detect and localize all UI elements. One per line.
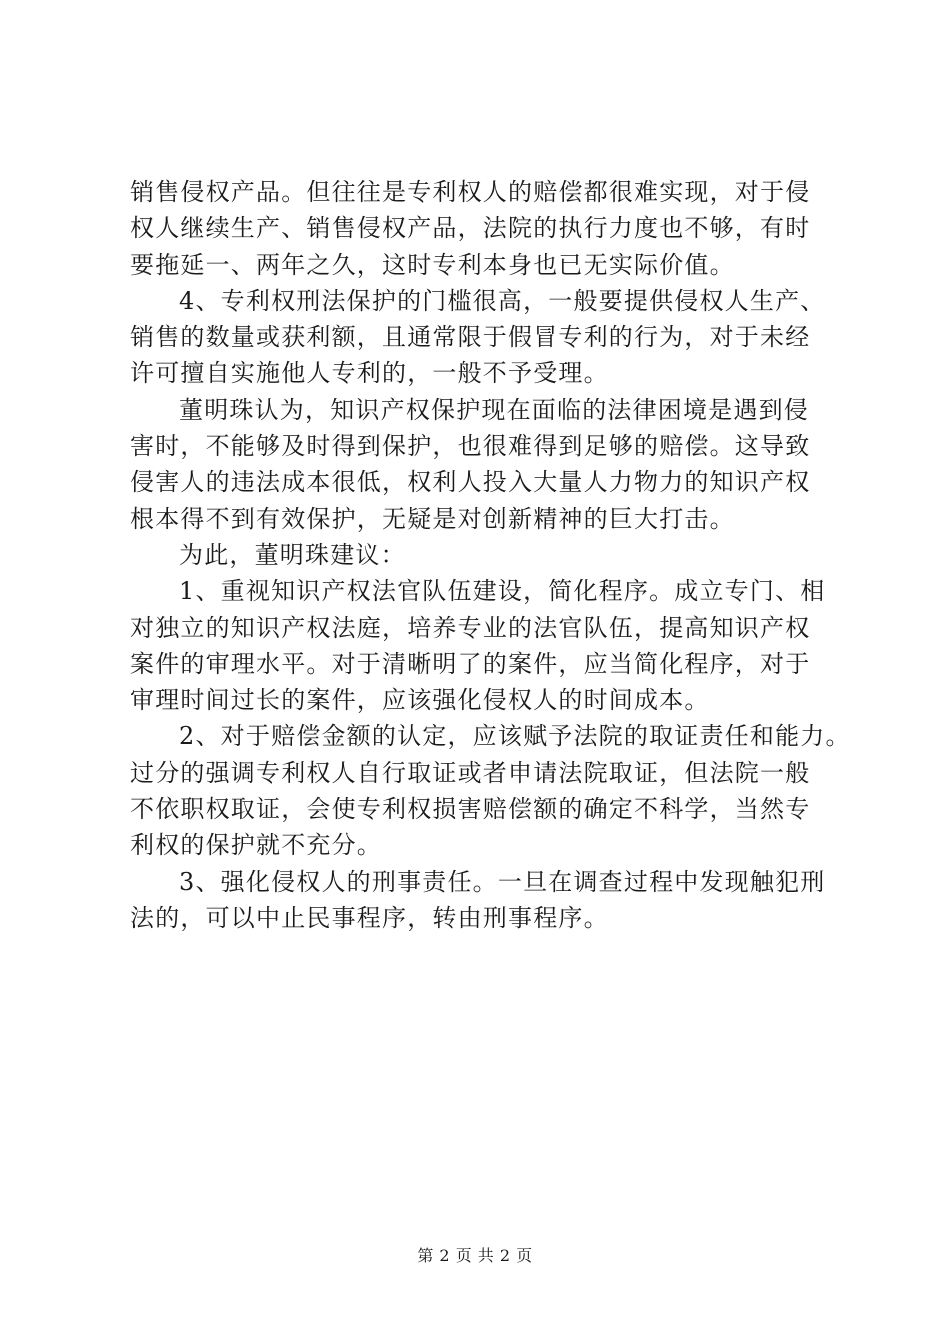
text-line: 利权的保护就不充分。 <box>130 831 382 860</box>
text-line: 销售的数量或获利额，且通常限于假冒专利的行为，对于未经 <box>130 323 811 352</box>
text-line: 审理时间过长的案件，应该强化侵权人的时间成本。 <box>130 686 710 715</box>
text-line: 4、专利权刑法保护的门槛很高，一般要提供侵权人生产、 <box>179 286 826 315</box>
text-line: 根本得不到有效保护，无疑是对创新精神的巨大打击。 <box>130 504 735 533</box>
text-line: 过分的强调专利权人自行取证或者申请法院取证，但法院一般 <box>130 758 811 787</box>
text-line: 2、对于赔偿金额的认定，应该赋予法院的取证责任和能力。 <box>179 722 851 751</box>
text-line: 不依职权取证，会使专利权损害赔偿额的确定不科学，当然专 <box>130 795 811 824</box>
text-line: 董明珠认为，知识产权保护现在面临的法律困境是遇到侵 <box>179 395 809 424</box>
text-line: 要拖延一、两年之久，这时专利本身也已无实际价值。 <box>130 250 735 279</box>
text-line: 权人继续生产、销售侵权产品，法院的执行力度也不够，有时 <box>130 214 811 243</box>
text-line: 侵害人的违法成本很低，权利人投入大量人力物力的知识产权 <box>130 468 811 497</box>
text-line: 3、强化侵权人的刑事责任。一旦在调查过程中发现触犯刑 <box>179 867 826 896</box>
document-body <box>130 174 851 936</box>
text-line: 对独立的知识产权法庭，培养专业的法官队伍，提高知识产权 <box>130 613 811 642</box>
text-line: 案件的审理水平。对于清晰明了的案件，应当简化程序，对于 <box>130 649 811 678</box>
text-line: 销售侵权产品。但往往是专利权人的赔偿都很难实现，对于侵 <box>130 178 811 206</box>
text-line: 法的，可以中止民事程序，转由刑事程序。 <box>130 903 609 932</box>
page-footer: 第 2 页 共 2 页 <box>417 1246 533 1265</box>
text-line: 许可擅自实施他人专利的，一般不予受理。 <box>130 359 609 388</box>
text-line: 害时，不能够及时得到保护，也很难得到足够的赔偿。这导致 <box>130 432 811 461</box>
text-line: 1、重视知识产权法官队伍建设，简化程序。成立专门、相 <box>179 577 826 606</box>
text-line: 为此，董明珠建议： <box>179 540 406 569</box>
